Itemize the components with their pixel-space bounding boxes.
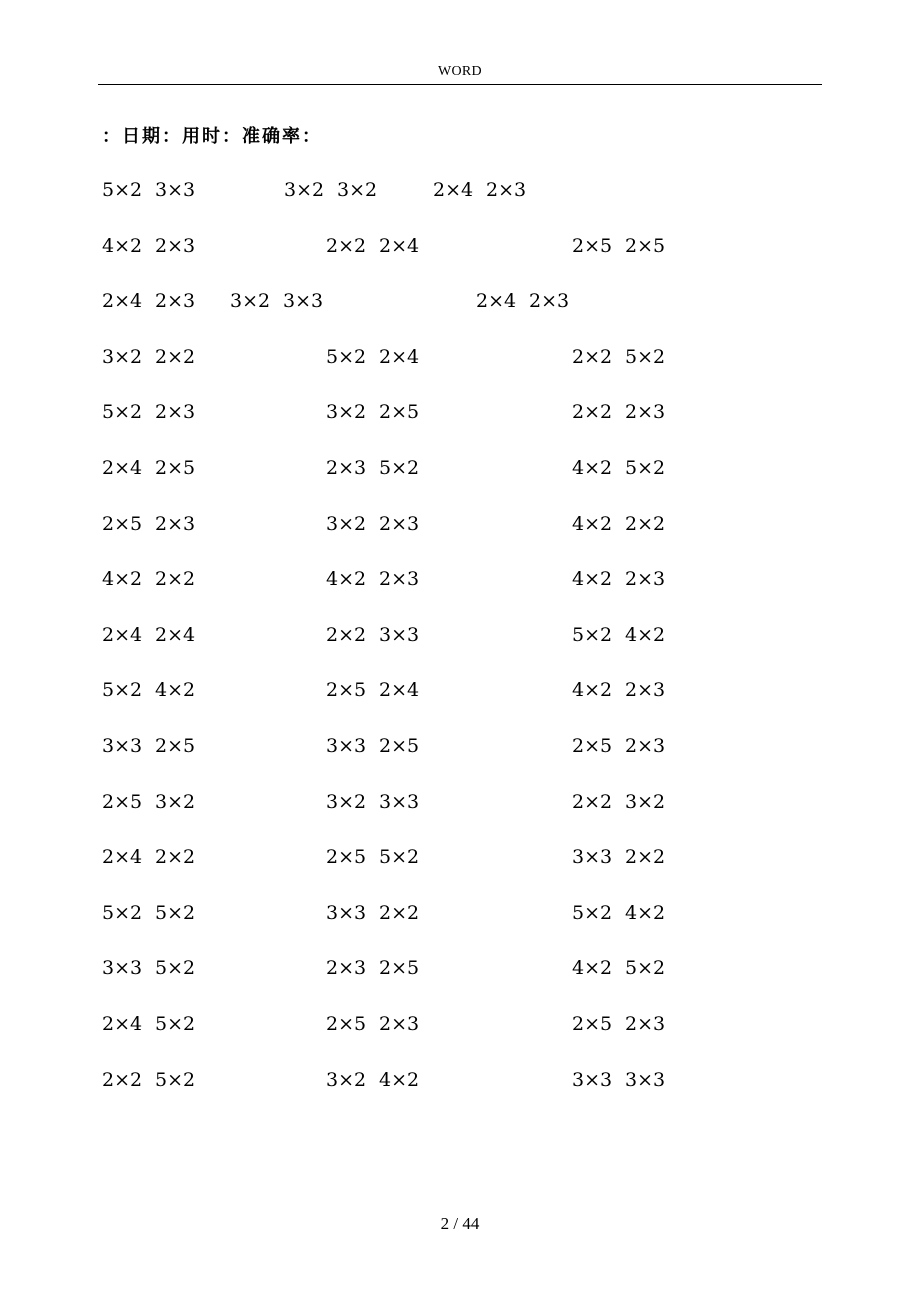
page-header-title: WORD [438, 64, 482, 79]
exercise-row [0, 732, 920, 760]
multiplication-expression: 3×3 [326, 902, 367, 924]
multiplication-expression: 5×2 [102, 679, 143, 701]
multiplication-expression: 3×3 [379, 791, 420, 813]
multiplication-expression: 2×3 [379, 1013, 420, 1035]
multiplication-expression: 5×2 [379, 457, 420, 479]
exercise-row [0, 1010, 920, 1038]
multiplication-expression: 3×2 [326, 513, 367, 535]
exercise-row [0, 176, 920, 204]
multiplication-expression: 2×4 [102, 457, 143, 479]
exercise-row [0, 510, 920, 538]
multiplication-expression: 5×2 [625, 457, 666, 479]
multiplication-expression: 5×2 [155, 1013, 196, 1035]
multiplication-expression: 5×2 [102, 401, 143, 423]
multiplication-expression: 2×3 [625, 401, 666, 423]
multiplication-expression: 3×2 [284, 179, 325, 201]
multiplication-expression: 5×2 [572, 902, 613, 924]
multiplication-expression: 2×5 [155, 457, 196, 479]
multiplication-expression: 3×3 [283, 290, 324, 312]
exercise-row [0, 287, 920, 315]
multiplication-expression: 2×4 [102, 624, 143, 646]
multiplication-expression: 2×3 [625, 568, 666, 590]
multiplication-expression: 2×3 [326, 957, 367, 979]
multiplication-expression: 3×2 [326, 401, 367, 423]
multiplication-expression: 2×4 [379, 346, 420, 368]
multiplication-expression: 2×3 [625, 679, 666, 701]
multiplication-expression: 2×3 [155, 235, 196, 257]
multiplication-expression: 5×2 [102, 179, 143, 201]
multiplication-expression: 3×3 [572, 846, 613, 868]
multiplication-expression: 2×4 [379, 235, 420, 257]
multiplication-expression: 2×3 [379, 568, 420, 590]
multiplication-expression: 2×4 [476, 290, 517, 312]
multiplication-expression: 3×3 [326, 735, 367, 757]
exercise-row [0, 954, 920, 982]
multiplication-expression: 2×2 [155, 846, 196, 868]
multiplication-expression: 2×2 [155, 568, 196, 590]
multiplication-expression: 4×2 [102, 568, 143, 590]
multiplication-expression: 4×2 [572, 957, 613, 979]
multiplication-expression: 2×3 [625, 735, 666, 757]
multiplication-expression: 2×5 [326, 1013, 367, 1035]
multiplication-expression: 2×2 [572, 401, 613, 423]
multiplication-expression: 4×2 [102, 235, 143, 257]
multiplication-expression: 2×5 [572, 735, 613, 757]
multiplication-expression: 3×2 [230, 290, 271, 312]
multiplication-expression: 3×3 [155, 179, 196, 201]
multiplication-expression: 2×5 [102, 791, 143, 813]
exercise-row [0, 899, 920, 927]
multiplication-expression: 2×5 [379, 957, 420, 979]
multiplication-expression: 2×3 [625, 1013, 666, 1035]
multiplication-expression: 2×3 [155, 513, 196, 535]
multiplication-expression: 3×3 [102, 735, 143, 757]
multiplication-expression: 2×5 [572, 235, 613, 257]
multiplication-expression: 3×3 [625, 1069, 666, 1091]
multiplication-expression: 4×2 [572, 457, 613, 479]
multiplication-expression: 2×2 [572, 346, 613, 368]
multiplication-expression: 3×2 [155, 791, 196, 813]
multiplication-expression: 2×3 [529, 290, 570, 312]
multiplication-expression: 2×2 [625, 846, 666, 868]
multiplication-expression: 2×2 [625, 513, 666, 535]
multiplication-expression: 5×2 [572, 624, 613, 646]
multiplication-expression: 2×4 [155, 624, 196, 646]
exercise-row [0, 398, 920, 426]
exercise-row [0, 454, 920, 482]
multiplication-expression: 5×2 [155, 1069, 196, 1091]
multiplication-expression: 2×3 [326, 457, 367, 479]
page-number: 2 / 44 [440, 1214, 480, 1233]
multiplication-expression: 4×2 [625, 624, 666, 646]
exercise-row [0, 565, 920, 593]
multiplication-expression: 3×2 [337, 179, 378, 201]
multiplication-expression: 3×3 [102, 957, 143, 979]
multiplication-expression: 3×3 [379, 624, 420, 646]
multiplication-expression: 5×2 [326, 346, 367, 368]
multiplication-expression: 2×3 [486, 179, 527, 201]
multiplication-expression: 5×2 [102, 902, 143, 924]
multiplication-expression: 2×5 [102, 513, 143, 535]
multiplication-expression: 5×2 [379, 846, 420, 868]
multiplication-expression: 2×2 [326, 235, 367, 257]
multiplication-expression: 2×5 [155, 735, 196, 757]
multiplication-expression: 5×2 [625, 346, 666, 368]
multiplication-expression: 2×5 [625, 235, 666, 257]
exercise-row [0, 788, 920, 816]
multiplication-expression: 2×5 [379, 735, 420, 757]
multiplication-expression: 2×2 [326, 624, 367, 646]
multiplication-expression: 4×2 [379, 1069, 420, 1091]
exercise-row [0, 621, 920, 649]
multiplication-expression: 2×4 [102, 290, 143, 312]
multiplication-expression: 2×3 [155, 401, 196, 423]
multiplication-expression: 2×2 [102, 1069, 143, 1091]
multiplication-expression: 5×2 [625, 957, 666, 979]
multiplication-expression: 2×4 [102, 1013, 143, 1035]
multiplication-expression: 3×2 [326, 1069, 367, 1091]
multiplication-expression: 2×5 [572, 1013, 613, 1035]
exercise-row [0, 843, 920, 871]
multiplication-expression: 4×2 [572, 568, 613, 590]
exercise-row [0, 343, 920, 371]
multiplication-expression: 2×3 [155, 290, 196, 312]
multiplication-expression: 5×2 [155, 902, 196, 924]
multiplication-expression: 4×2 [625, 902, 666, 924]
multiplication-expression: 2×2 [155, 346, 196, 368]
exercise-row [0, 232, 920, 260]
multiplication-expression: 2×5 [326, 846, 367, 868]
multiplication-expression: 4×2 [572, 513, 613, 535]
exercise-row [0, 1066, 920, 1094]
multiplication-expression: 4×2 [572, 679, 613, 701]
multiplication-expression: 2×5 [326, 679, 367, 701]
multiplication-expression: 2×2 [379, 902, 420, 924]
multiplication-expression: 5×2 [155, 957, 196, 979]
multiplication-expression: 2×3 [379, 513, 420, 535]
multiplication-expression: 2×4 [379, 679, 420, 701]
multiplication-expression: 2×5 [379, 401, 420, 423]
multiplication-expression: 3×2 [102, 346, 143, 368]
exercise-row [0, 676, 920, 704]
multiplication-expression: 3×3 [572, 1069, 613, 1091]
multiplication-expression: 3×2 [326, 791, 367, 813]
multiplication-expression: 2×4 [433, 179, 474, 201]
header-rule [98, 84, 822, 85]
multiplication-expression: 2×2 [572, 791, 613, 813]
multiplication-expression: 3×2 [625, 791, 666, 813]
info-line: ：日期：用时：准确率： [102, 126, 322, 147]
multiplication-expression: 4×2 [155, 679, 196, 701]
multiplication-expression: 2×4 [102, 846, 143, 868]
multiplication-expression: 4×2 [326, 568, 367, 590]
